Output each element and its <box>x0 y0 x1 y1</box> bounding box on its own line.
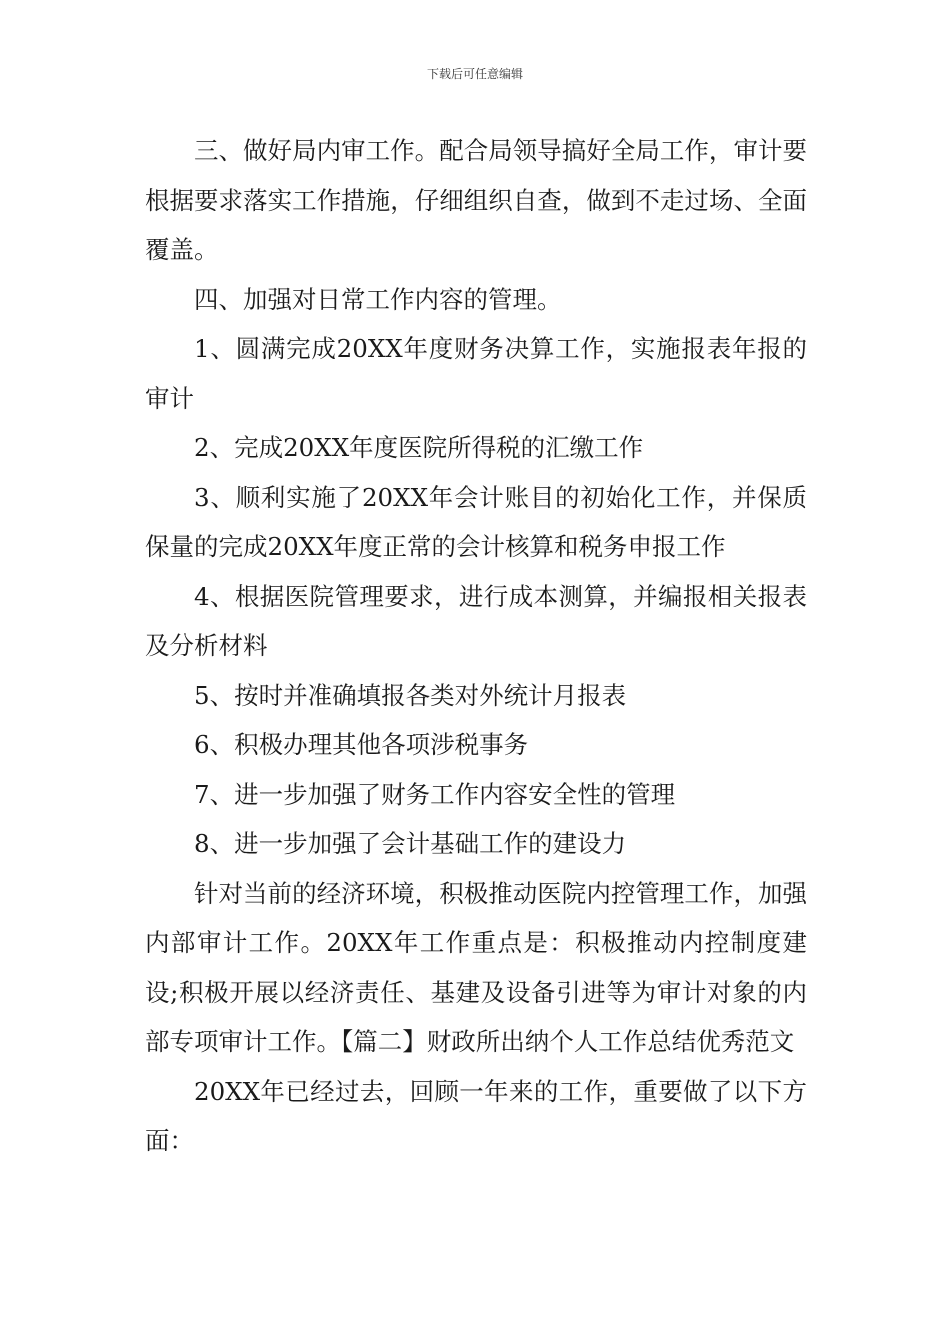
paragraph-daily-management: 四、加强对日常工作内容的管理。 <box>194 284 562 314</box>
list-item: 1、圆满完成20XX年度财务决算工作，实施报表年报的审计 <box>145 334 807 413</box>
list-item: 7、进一步加强了财务工作内容安全性的管理 <box>194 779 676 809</box>
page-header-note: 下载后可任意编辑 <box>426 67 523 81</box>
list-item: 8、进一步加强了会计基础工作的建设力 <box>194 829 627 858</box>
list-item: 5、按时并准确填报各类对外统计月报表 <box>194 680 627 710</box>
list-item: 3、顺利实施了20XX年会计账目的初始化工作，并保质保量的完成20XX年度正常的会计核算和税务申报工作 <box>145 482 807 561</box>
document-body <box>145 126 807 1166</box>
list-item: 4、根据医院管理要求，进行成本测算，并编报相关报表及分析材料 <box>145 581 807 660</box>
list-item: 2、完成20XX年度医院所得税的汇缴工作 <box>194 433 644 462</box>
list-item: 6、积极办理其他各项涉税事务 <box>194 730 529 759</box>
paragraph-year-review: 20XX年已经过去，回顾一年来的工作，重要做了以下方面： <box>145 1076 807 1155</box>
paragraph-internal-audit: 三、做好局内审工作。配合局领导搞好全局工作，审计要根据要求落实工作措施，仔细组织自查，做到不走过场、全面覆盖。 <box>145 136 807 264</box>
paragraph-work-focus: 针对当前的经济环境，积极推动医院内控管理工作，加强内部审计工作。20XX年工作重点是：积极推动内控制度建设;积极开展以经济责任、基建及设备引进等为审计对象的内部专项审计工作。【篇二】财政所出纳个人工作总结优秀范文 <box>145 878 807 1056</box>
